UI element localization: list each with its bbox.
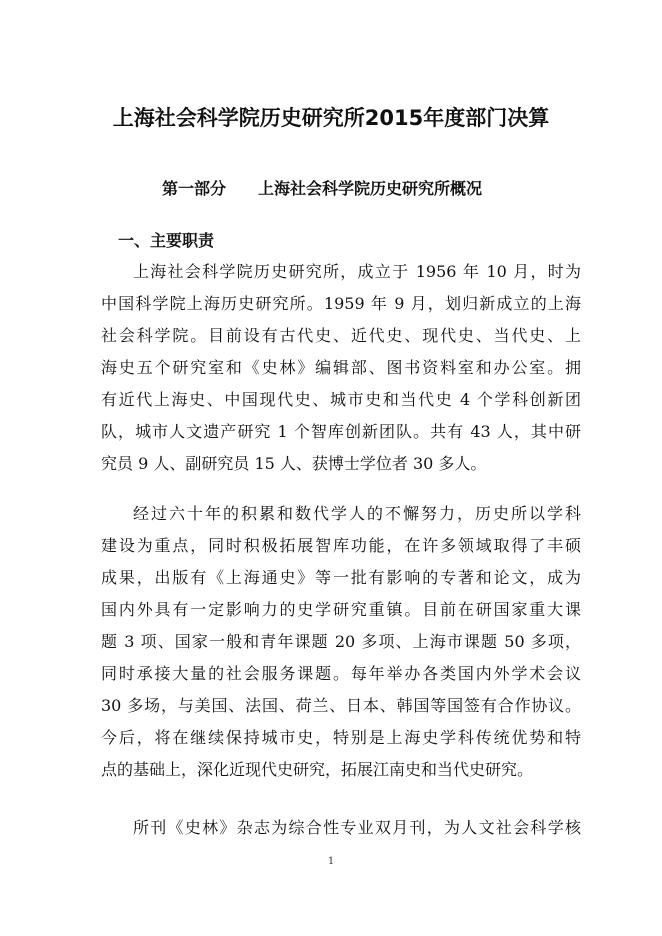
paragraph-line: 中国科学院上海历史研究所。1959 年 9 月，划归新成立的上海: [101, 294, 581, 313]
paragraph-line: 海史五个研究室和《史林》编辑部、图书资料室和办公室。拥: [101, 358, 581, 377]
page-number: 1: [327, 856, 335, 867]
part-heading: [162, 176, 482, 199]
paragraph-line: 所刊《史林》杂志为综合性专业双月刊，为人文社会科学核: [133, 818, 581, 837]
paragraph-line: 同时承接大量的社会服务课题。每年举办各类国内外学术会议: [101, 664, 581, 683]
paragraph-line: 点的基础上，深化近现代史研究，拓展江南史和当代史研究。: [101, 760, 534, 779]
paragraph-line: 30 多场，与美国、法国、荷兰、日本、韩国等国签有合作协议。: [101, 696, 581, 715]
paragraph-line: 今后，将在继续保持城市史，特别是上海史学科传统优势和特: [101, 728, 581, 747]
paragraph-line: 队，城市人文遗产研究 1 个智库创新团队。共有 43 人，其中研: [101, 422, 581, 441]
paragraph-line: 社会科学院。目前设有古代史、近代史、现代史、当代史、上: [101, 326, 581, 345]
paragraph-line: 国内外具有一定影响力的史学研究重镇。目前在研国家重大课: [101, 600, 581, 619]
paragraph-line: 成果，出版有《上海通史》等一批有影响的专著和论文，成为: [101, 568, 581, 587]
section-heading: 一、主要职责: [118, 231, 215, 250]
paragraph-line: 上海社会科学院历史研究所，成立于 1956 年 10 月，时为: [133, 262, 581, 281]
paragraph-overview: [101, 256, 581, 480]
paragraph-line: 有近代上海史、中国现代史、城市史和当代史 4 个学科创新团: [101, 390, 581, 409]
paragraph-line: 经过六十年的积累和数代学人的不懈努力，历史所以学科: [133, 504, 581, 523]
part-label: 第一部分: [162, 179, 227, 198]
paragraph-achievements: [101, 498, 581, 786]
paragraph-journal: [101, 812, 581, 844]
paragraph-line: 究员 9 人、副研究员 15 人、获博士学位者 30 多人。: [101, 454, 487, 473]
document-title: 上海社会科学院历史研究所2015年度部门决算: [112, 106, 550, 130]
part-name: 上海社会科学院历史研究所概况: [258, 179, 483, 198]
paragraph-line: 建设为重点，同时积极拓展智库功能，在许多领域取得了丰硕: [101, 536, 581, 555]
paragraph-line: 题 3 项、国家一般和青年课题 20 多项、上海市课题 50 多项，: [101, 632, 581, 651]
